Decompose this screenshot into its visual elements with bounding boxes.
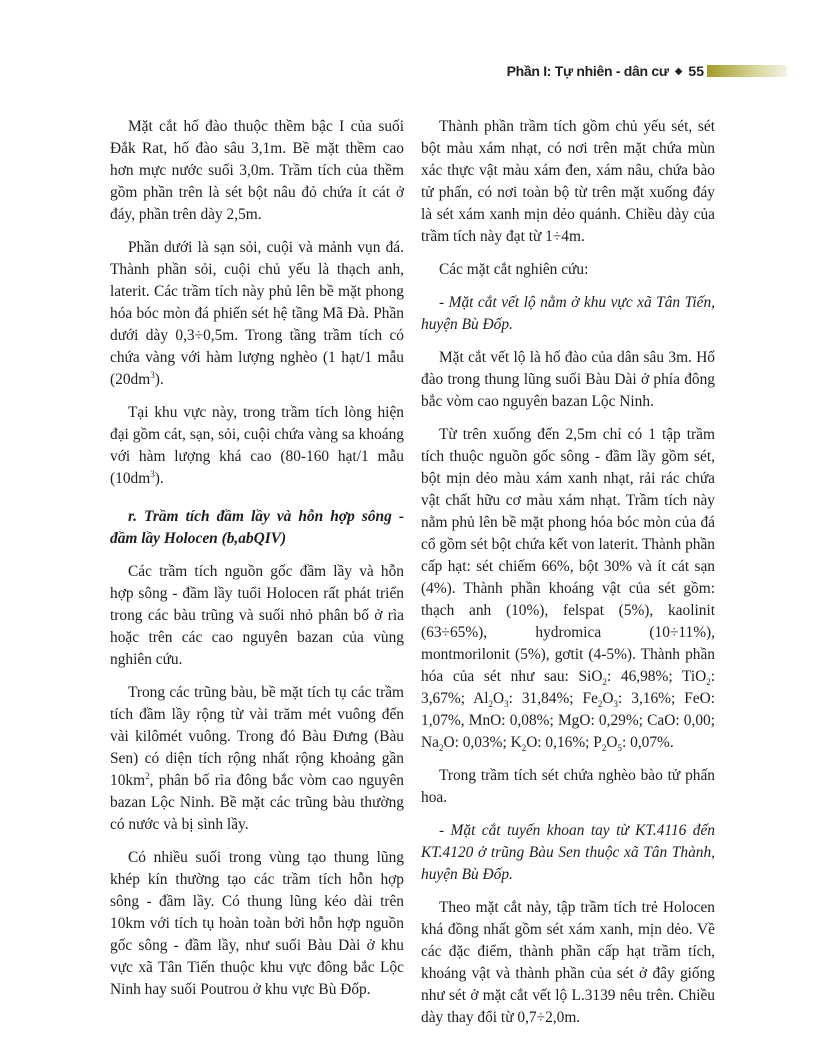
paragraph: Theo mặt cắt này, tập trầm tích trẻ Holocen khá đồng nhất gồm sét xám xanh, mịn dẻo. Về các đặc điểm, thành phần cấp hạt trầm tích, khoáng vật và thành phần của sét ở đây giống như sét ở mặt cắt vết lộ L.3139 nêu trên. Chiều dày thay đổi từ 0,7÷2,0m. [421, 899, 715, 1026]
left-column [110, 116, 404, 1012]
paragraph: Có nhiều suối trong vùng tạo thung lũng khép kín thường tạo các trầm tích hỗn hợp sông - đầm lầy. Có thung lũng kéo dài trên 10km với tích tụ hoàn toàn bởi hỗn hợp nguồn gốc sông - đầm lầy, như suối Bàu Dài ở khu vực xã Tân Tiến thuộc khu vực đông bắc Lộc Ninh hay suối Poutrou ở khu vực Bù Đốp. [110, 849, 404, 998]
right-column [421, 116, 715, 1040]
header-title: Phần I: Tự nhiên - dân cư [506, 63, 669, 79]
diamond-bullet-icon: ◆ [674, 65, 683, 77]
paragraph: Trong các trũng bàu, bề mặt tích tụ các trầm tích đầm lầy rộng từ vài trăm mét vuông đến vài kilômét vuông. Trong đó Bàu Đưng (Bàu Sen) có diện tích rộng nhất rộng khoảng gần $10km^2$, phân bố rìa đông bắc vòm cao nguyên bazan Lộc Ninh. Bề mặt các trũng bàu thường có nước và bị sình lầy. [110, 684, 404, 833]
paragraph: Mặt cắt vết lộ là hố đào của dân sâu 3m. Hố đào trong thung lũng suối Bàu Dài ở phía đông bắc vòm cao nguyên bazan Lộc Ninh. [421, 349, 715, 410]
paragraph: Các mặt cắt nghiên cứu: [439, 261, 589, 278]
section-heading: r. Trầm tích đầm lầy và hỗn hợp sông - đầm lầy Holocen (b,abQIV) [110, 508, 404, 547]
section-subheading: - Mặt cắt vết lộ nằm ở khu vực xã Tân Tiến, huyện Bù Đốp. [421, 294, 715, 333]
paragraph: Các trầm tích nguồn gốc đầm lầy và hỗn hợp sông - đầm lầy tuổi Holocen rất phát triển trong các bàu trũng và suối nhỏ phân bố ở rìa hoặc trên các cao nguyên bazan của vùng nghiên cứu. [110, 563, 404, 668]
section-subheading: - Mặt cắt tuyến khoan tay từ KT.4116 đến KT.4120 ở trũng Bàu Sen thuộc xã Tân Thành, huyện Bù Đốp. [421, 822, 715, 883]
header-decorative-bar [707, 65, 787, 77]
page-number: 55 [688, 63, 704, 79]
paragraph: Trong trầm tích sét chứa nghèo bào tử phấn hoa. [421, 767, 715, 806]
paragraph: Thành phần trầm tích gồm chủ yếu sét, sét bột màu xám nhạt, có nơi trên mặt chứa mùn xác thực vật màu xám đen, xám nâu, chứa bào tử phấn, có nơi toàn bộ từ trên mặt xuống đáy là sét xám xanh mịn dẻo quánh. Chiều dày của trầm tích này đạt từ 1÷4m. [421, 118, 715, 245]
paragraph: Mặt cắt hố đào thuộc thềm bậc I của suối Đắk Rat, hố đào sâu 3,1m. Bề mặt thềm cao hơn mực nước suối 3,0m. Trầm tích của thềm gồm phần trên là sét bột nâu đỏ chứa ít cát ở đáy, phần trên dày 2,5m. [110, 118, 404, 223]
paragraph: Từ trên xuống đến 2,5m chỉ có 1 tập trầm tích thuộc nguồn gốc sông - đầm lầy gồm sét, bột mịn dẻo màu xám xanh nhạt, rải rác chứa vật chất hữu cơ màu xám nhạt. Trầm tích này nằm phủ lên bề mặt phong hóa bóc mòn của đá cổ gồm sét bột chứa kết von laterit. Thành phần cấp hạt: sét chiếm 66%, bột 30% và ít cát sạn (4%). Thành phần khoáng vật của sét gồm: thạch anh (10%), felspat (5%), kaolinit (63÷65%), hydromica (10÷11%), montmorilonit (5%), gơtit (4-5%). Thành phần hóa của sét như sau: SiO$_2$: 46,98%; TiO$_2$: 3,67%; $Al_2O_3$: 31,84%; $Fe_2O_3$: 3,16%; FeO: 1,07%, MnO: 0,08%; MgO: 0,29%; CaO: 0,00; $Na_2O$: 0,03%; $K_2O$: 0,16%; $P_2O_5$: 0,07%. [421, 426, 716, 754]
paragraph: Phần dưới là sạn sỏi, cuội và mảnh vụn đá. Thành phần sỏi, cuội chủ yếu là thạch anh, laterit. Các trầm tích này phủ lên bề mặt phong hóa bóc mòn đá phiến sét hệ tầng Mã Đà. Phần dưới dày 0,3÷0,5m. Trong tầng trầm tích có chứa vàng với hàm lượng nghèo (1 hạt/1 mẫu $(20dm^3)$. [110, 239, 404, 388]
paragraph: Tại khu vực này, trong trầm tích lòng hiện đại gồm cát, sạn, sỏi, cuội chứa vàng sa khoáng với hàm lượng khá cao (80-160 hạt/1 mẫu $(10dm^3)$. [110, 404, 404, 487]
running-header [507, 60, 787, 82]
